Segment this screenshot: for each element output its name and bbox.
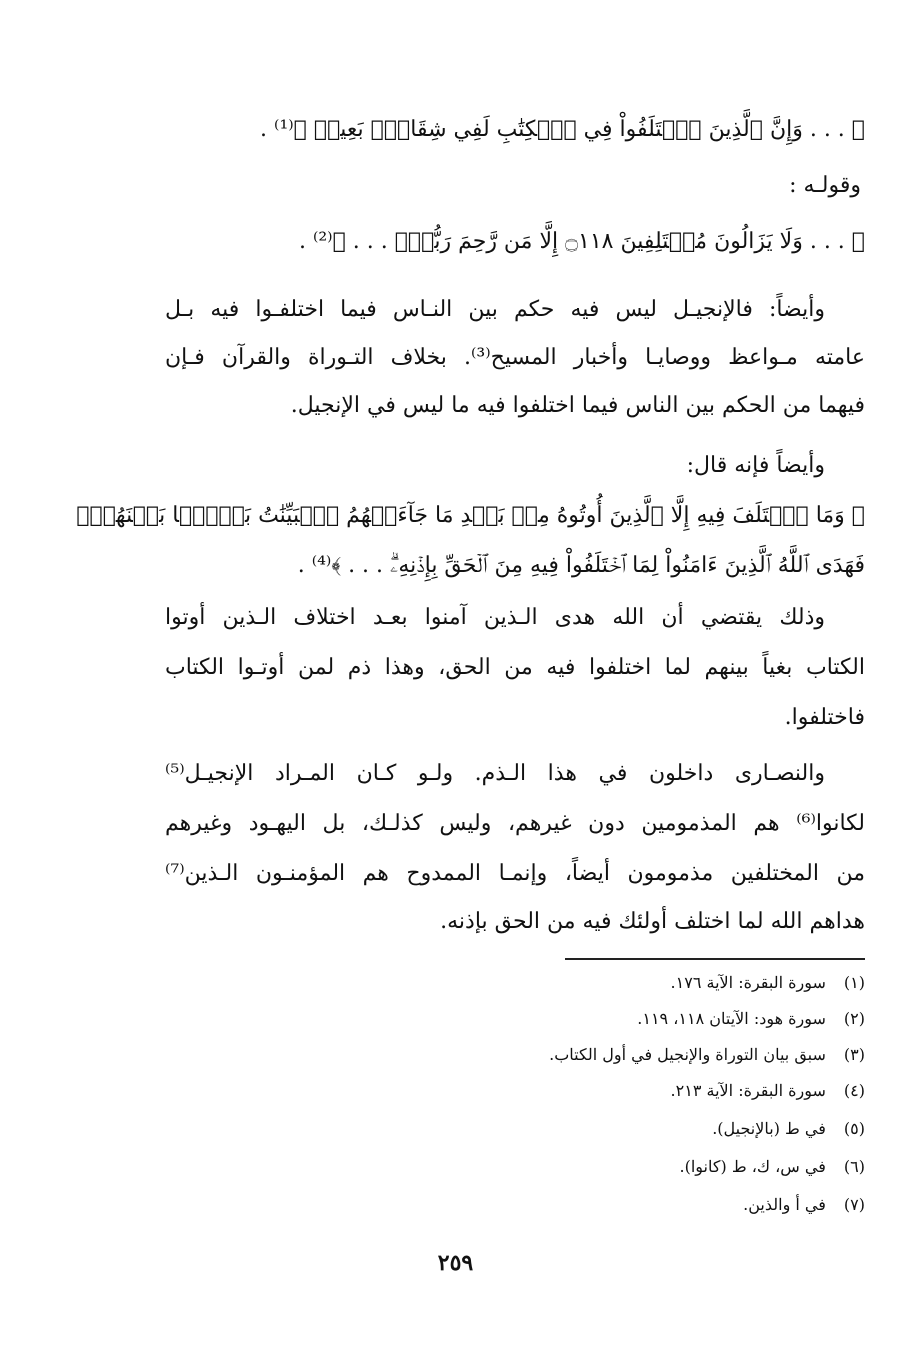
- footnote-number: (٢): [843, 1009, 865, 1028]
- footnote-text: سورة البقرة: الآية ٢١٣.: [670, 1081, 826, 1100]
- text-line: عامته مـواعظ ووصايـا وأخبار المسيح⁽³⁾. بخلاف التـوراة والقرآن فـإن: [165, 345, 865, 370]
- footnote-text: سورة البقرة: الآية ١٧٦.: [670, 973, 826, 992]
- text-line: الكتاب بغياً بينهم لما اختلفوا فيه من الحق، وهذا ذم لمن أوتـوا الكتاب: [165, 655, 865, 680]
- text-line: من المختلفين مذمومون أيضاً، وإنمـا الممدوح هم المؤمنـون الـذين⁽⁷⁾: [165, 861, 865, 886]
- quran-verse-1: ﴿ . . . وَإِنَّ ٱلَّذِينَ ٱخۡتَلَفُواْ فِي ٱلۡكِتَٰبِ لَفِي شِقَاقِۭ بَعِيدٖ ﴾⁽¹⁾ .: [260, 117, 865, 142]
- text-line: فيهما من الحكم بين الناس فيما اختلفوا فيه ما ليس في الإنجيل.: [290, 393, 865, 418]
- footnote-text: سبق بيان التوراة والإنجيل في أول الكتاب.: [549, 1045, 826, 1064]
- footnote-text: في ط (بالإنجيل).: [712, 1119, 826, 1138]
- footnote-4: [165, 1076, 865, 1106]
- text-line: فاختلفوا.: [784, 705, 865, 730]
- footnote-5: [165, 1114, 865, 1144]
- footnote-number: (٤): [843, 1081, 865, 1100]
- text-line: وأيضاً: فالإنجيـل ليس فيه حكم بين النـاس فيما اختلفـوا فيه بـل: [165, 297, 825, 322]
- footnote-6: [165, 1152, 865, 1182]
- footnote-number: (٧): [843, 1195, 865, 1214]
- text-line: وأيضاً فإنه قال:: [686, 453, 825, 478]
- quran-verse-3: ﴿ وَمَا ٱخۡتَلَفَ فِيهِ إِلَّا ٱلَّذِينَ أُوتُوهُ مِنۢ بَعۡدِ مَا جَآءَتۡهُمُ ٱلۡبَيِّنَٰتُ بَغۡيَۢا بَيۡنَهُمۡۖ: [76, 503, 865, 528]
- footnote-2: [165, 1004, 865, 1034]
- quran-verse-2: ﴿ . . . وَلَا يَزَالُونَ مُخۡتَلِفِينَ ۝١١٨ إِلَّا مَن رَّحِمَ رَبُّكَۚ . . . ﴾⁽²⁾ .: [298, 229, 865, 254]
- text-line: وذلك يقتضي أن الله هدى الـذين آمنوا بعـد اختلاف الـذين أوتوا: [165, 605, 825, 630]
- text-line: هداهم الله لما اختلف أولئك فيه من الحق بإذنه.: [440, 909, 865, 934]
- footnote-text: في س، ك، ط (كانوا).: [679, 1157, 826, 1176]
- footnote-number: (٦): [843, 1157, 865, 1176]
- footnote-1: [165, 968, 865, 998]
- footnote-separator: [565, 958, 865, 960]
- footnote-number: (٣): [843, 1045, 865, 1064]
- footnote-3: [165, 1040, 865, 1070]
- footnote-number: (٥): [843, 1119, 865, 1138]
- quran-verse-3-cont: فَهَدَى ٱللَّهُ ٱلَّذِينَ ءَامَنُواْ لِمَا ٱخۡتَلَفُواْ فِيهِ مِنَ ٱلۡحَقِّ بِإِذۡنِهِۦۗ . . . ﴾⁽⁴⁾ .: [297, 553, 865, 578]
- text-line: والنصـارى داخلون في هذا الـذم. ولـو كـان المـراد الإنجيـل⁽⁵⁾: [165, 761, 825, 786]
- footnote-7: [165, 1190, 865, 1220]
- page-number: ٢٥٩: [437, 1250, 474, 1276]
- text-line: لكانوا⁽⁶⁾ هم المذمومين دون غيرهم، وليس كذلـك، بل اليهـود وغيرهم: [165, 811, 865, 836]
- footnote-number: (١): [843, 973, 865, 992]
- text-line: وقولـه :: [789, 173, 861, 198]
- footnote-text: سورة هود: الآيتان ١١٨، ١١٩.: [637, 1009, 826, 1028]
- footnote-text: في أ والذين.: [743, 1195, 826, 1214]
